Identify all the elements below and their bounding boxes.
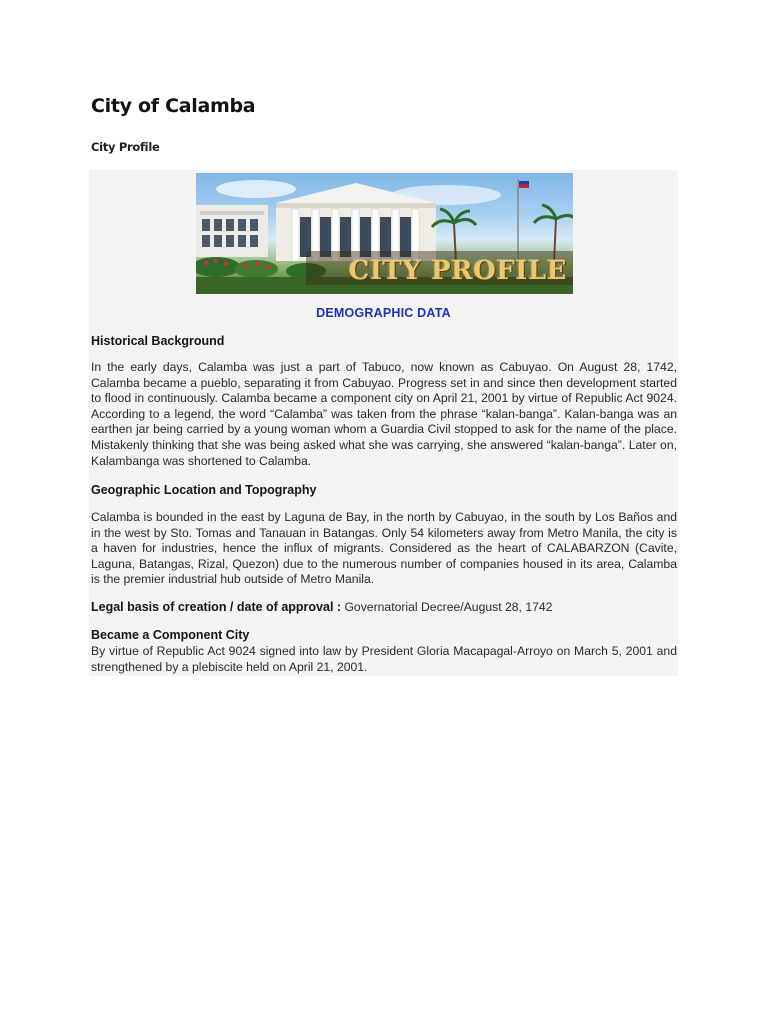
demographic-data-heading: DEMOGRAPHIC DATA: [316, 306, 451, 320]
legal-basis-label: Legal basis of creation / date of approval :: [91, 600, 342, 614]
geographic-location-heading: Geographic Location and Topography: [91, 483, 317, 497]
banner-title: CITY PROFILE: [348, 256, 567, 286]
page-title: City of Calamba: [91, 95, 256, 117]
legal-basis-line: [91, 600, 552, 614]
content-box: [89, 170, 678, 676]
component-city-text: By virtue of Republic Act 9024 signed into law by President Gloria Macapagal-Arroyo on March 5, 2001 and strengthened by a plebiscite held on April 21, 2001.: [91, 644, 677, 674]
page-subtitle: City Profile: [91, 140, 160, 154]
historical-background-text: In the early days, Calamba was just a part of Tabuco, now known as Cabuyao. On August 28, 1742, Calamba became a pueblo, separating it from Cabuyao. Progress set in and since then development started to flood in continuously. Calamba became a component city on April 21, 2001 by virtue of Republic Act 9024. According to a legend, the word “Calamba” was taken from the phrase “kalan-banga”. Kalan-banga was an earthen jar being carried by a young woman whom a Guardia Civil stopped to ask for the name of the place. Mistakenly thinking that she was being asked what she was carrying, she answered “kalan-banga”. Later on, Kalambanga was shortened to Calamba.: [91, 360, 677, 468]
component-city-heading: Became a Component City: [91, 628, 250, 642]
city-profile-banner: [196, 173, 573, 294]
legal-basis-value: Governatorial Decree/August 28, 1742: [344, 600, 553, 614]
geographic-location-text: Calamba is bounded in the east by Laguna de Bay, in the north by Cabuyao, in the south by Los Baños and in the west by Sto. Tomas and Tanauan in Batangas. Only 54 kilometers away from Metro Manila, the city is a haven for industries, hence the influx of migrants. Considered as the heart of CALABARZON (Cavite, Laguna, Batangas, Rizal, Quezon) due to the numerous number of companies housed in its area, Calamba is the premier industrial hub outside of Metro Manila.: [91, 510, 677, 587]
historical-background-heading: Historical Background: [91, 334, 225, 348]
